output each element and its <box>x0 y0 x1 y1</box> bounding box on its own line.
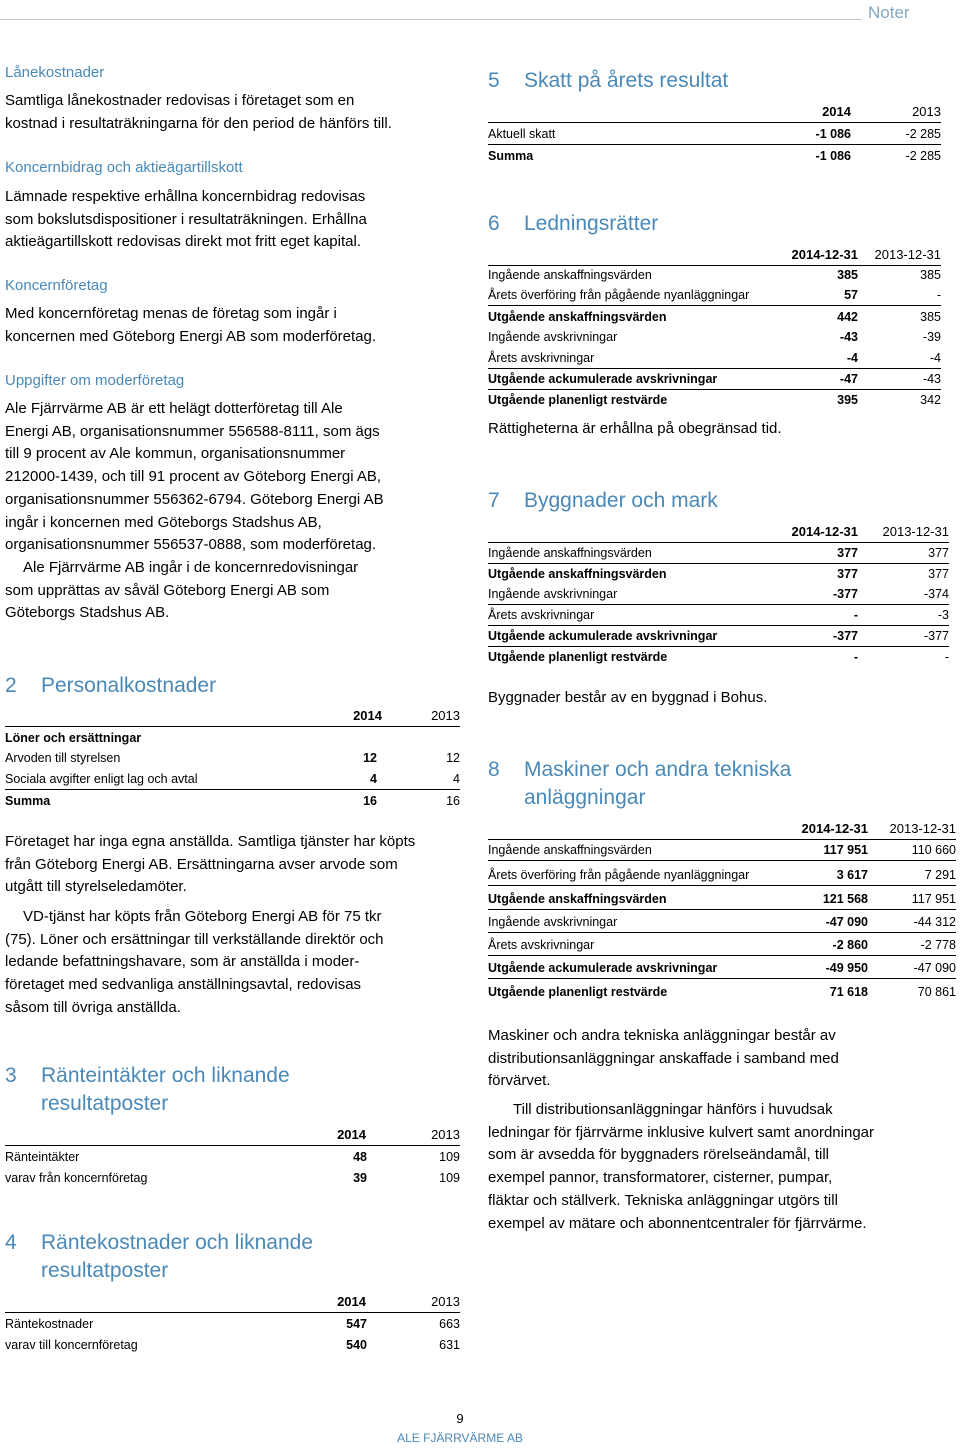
table-row: Ingående anskaffningsvärden 377 377 <box>488 543 949 564</box>
note-3-heading: 3 Ränteintäkter och liknande resultatposter <box>5 1064 290 1115</box>
table-header-row: 2014 2013 <box>488 102 941 123</box>
header-rule <box>0 19 862 20</box>
lanekostnader-text: Samtliga lånekostnader redovisas i företaget som en kostnad i resultaträkningarna för den period de hänförs till. <box>5 92 392 132</box>
table-row: Årets överföring från pågående nyanläggningar 3 617 7 291 <box>488 865 956 886</box>
table-header-row: 2014 2013 <box>5 1125 460 1146</box>
note-2-text-1: Företaget har inga egna anställda. Samtliga tjänster har köpts från Göteborg Energi AB. Ersättningarna avser arvode som utgått till styrelseledamöter. <box>5 833 416 896</box>
table-row: Ingående avskrivningar -377 -374 <box>488 584 949 605</box>
table-header-row: 2014 2013 <box>5 1292 460 1313</box>
table-header-row: 2014-12-31 2013-12-31 <box>488 522 949 543</box>
table-row: Årets avskrivningar -2 860 -2 778 <box>488 935 956 956</box>
table-row: Räntekostnader 547 663 <box>5 1317 460 1331</box>
table-row: Utgående anskaffningsvärden 442 385 <box>488 310 941 324</box>
table-row: Ränteintäkter 48 109 <box>5 1150 460 1164</box>
table-row: Utgående ackumulerade avskrivningar -47 -43 <box>488 369 941 390</box>
table-row: Årets överföring från pågående nyanläggningar 57 - <box>488 285 941 306</box>
table-row: Utgående anskaffningsvärden 121 568 117 951 <box>488 889 956 910</box>
koncernbidrag-heading: Koncernbidrag och aktieägartillskott <box>5 159 243 176</box>
table-row: Utgående ackumulerade avskrivningar -377 -377 <box>488 626 949 647</box>
table-row: Årets avskrivningar -4 -4 <box>488 348 941 369</box>
table-row: Löner och ersättningar <box>5 731 142 745</box>
table-row: Ingående anskaffningsvärden 117 951 110 660 <box>488 840 956 861</box>
table-row: Ingående avskrivningar -43 -39 <box>488 330 941 344</box>
koncernforetag-text: Med koncernföretag menas de företag som ingår i koncernen med Göteborg Energi AB som moderföretag. <box>5 305 377 345</box>
note-2-text-2: VD-tjänst har köpts från Göteborg Energi AB för 75 tkr (75). Löner och ersättningar till verkställande direktör och ledande befattningshavare, som är anställda i moder- företaget med sedvanliga anställningsavtal, redovisas såsom till övriga anställda. <box>5 908 384 1016</box>
note-4-heading: 4 Räntekostnader och liknande resultatposter <box>5 1231 314 1282</box>
koncernbidrag-text: Lämnade respektive erhållna koncernbidrag redovisas som bokslutsdispositioner i resultaträkningen. Erhållna aktieägartillskott redovisas direkt mot fritt eget kapital. <box>5 188 367 251</box>
table-row: Utgående planenligt restvärde 71 618 70 861 <box>488 985 956 999</box>
table-row: Ingående avskrivningar -47 090 -44 312 <box>488 912 956 933</box>
table-row: Summa -1 086 -2 285 <box>488 149 941 163</box>
note-8-text-1: Maskiner och andra tekniska anläggningar består av distributionsanläggningar anskaffade i samband med förvärvet. <box>488 1027 839 1090</box>
table-row: Sociala avgifter enligt lag och avtal 4 4 <box>5 769 460 790</box>
note-5-heading: 5 Skatt på årets resultat <box>488 69 729 92</box>
table-row: Utgående planenligt restvärde 395 342 <box>488 393 941 407</box>
note-6-heading: 6 Ledningsrätter <box>488 212 659 235</box>
note-2-heading: 2 Personalkostnader <box>5 674 217 697</box>
table-row: varav från koncernföretag 39 109 <box>5 1171 460 1185</box>
note-8-heading: 8 Maskiner och andra tekniska anläggningar <box>488 758 792 809</box>
note-6-text: Rättigheterna är erhållna på obegränsad tid. <box>488 420 782 437</box>
note-7-heading: 7 Byggnader och mark <box>488 489 718 512</box>
note-7-text: Byggnader består av en byggnad i Bohus. <box>488 689 768 706</box>
table-row: Arvoden till styrelsen 12 12 <box>5 751 460 765</box>
lanekostnader-heading: Lånekostnader <box>5 64 105 81</box>
header-title: Noter <box>868 3 910 22</box>
note-8-text-2: Till distributionsanläggningar hänförs i huvudsak ledningar för fjärrvärme inklusive kulvert samt anordningar som är avsedda för byggnaders rörelseändamål, till exempel pannor, transformatorer, cisterner, pumpar, fläktar och ställverk. Tekniska anläggningar utgörs till exempel av mätare och abonnentcentraler för fjärrvärme. <box>488 1101 875 1232</box>
table-row: Utgående ackumulerade avskrivningar -49 950 -47 090 <box>488 958 956 979</box>
footer-company: ALE FJÄRRVÄRME AB <box>397 1431 523 1445</box>
table-header-row: 2014-12-31 2013-12-31 <box>488 245 941 266</box>
table-row: Årets avskrivningar - -3 <box>488 605 949 626</box>
table-header-row: 2014 2013 <box>5 706 460 727</box>
koncernforetag-heading: Koncernföretag <box>5 277 108 294</box>
table-header-row: 2014-12-31 2013-12-31 <box>488 819 956 840</box>
page-number: 9 <box>456 1411 464 1426</box>
table-row: varav till koncernföretag 540 631 <box>5 1338 460 1352</box>
table-row: Summa 16 16 <box>5 794 460 808</box>
table-row: Aktuell skatt -1 086 -2 285 <box>488 124 941 145</box>
moderforetag-text: Ale Fjärrvärme AB är ett helägt dotterföretag till Ale Energi AB, organisationsnummer 556588-8111, som ägs till 9 procent av Ale kommun, organisationsnummer 212000-1439, och till 91 procent av Göteborg Energi AB, organisationsnummer 556362-6794. Göteborg Energi AB ingår i koncernen med Göteborgs Stadshus AB, organisationsnummer 556537-0888, som moderföretag. Ale Fjärrvärme AB ingår i de koncernredovisningar som upprättas av såväl Göteborg Energi AB som Göteborgs Stadshus AB. <box>5 400 384 622</box>
table-row: Ingående anskaffningsvärden 385 385 <box>488 268 941 282</box>
table-row: Utgående anskaffningsvärden 377 377 <box>488 567 949 581</box>
moderforetag-heading: Uppgifter om moderföretag <box>5 372 185 389</box>
table-row: Utgående planenligt restvärde - - <box>488 650 949 664</box>
